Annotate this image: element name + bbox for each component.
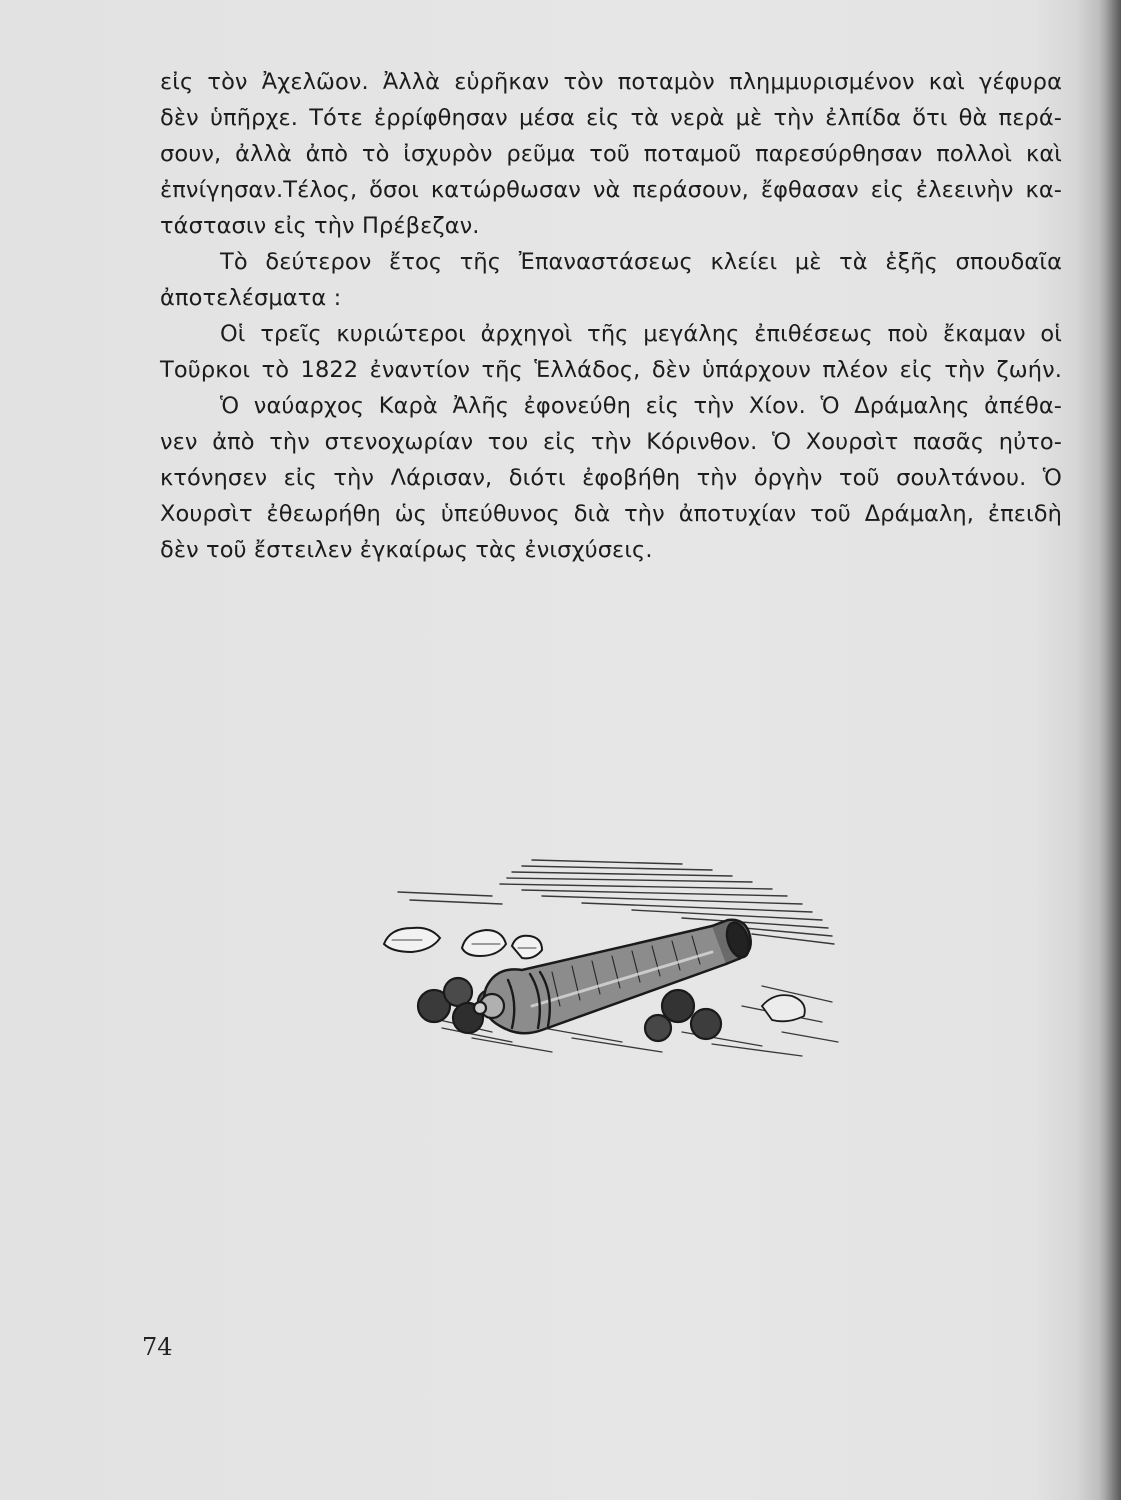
body-text [160, 64, 1062, 568]
text-line: Χουρσὶτ ἐθεωρήθη ὡς ὑπεύθυνος διὰ τὴν ἀποτυχίαν τοῦ Δράμαλη, ἐπειδὴ [160, 501, 1062, 527]
page-number: 74 [142, 1333, 173, 1361]
text-line: Τοῦρκοι τὸ 1822 ἐναντίον τῆς Ἑλλάδος, δὲν ὑπάρχουν πλέον εἰς τὴν ζωήν. [160, 357, 1062, 383]
text-line: δὲν τοῦ ἔστειλεν ἐγκαίρως τὰς ἐνισχύσεις. [160, 537, 653, 563]
text-line: ἀποτελέσματα : [160, 285, 342, 311]
text-line: ἐπνίγησαν.Τέλος, ὅσοι κατώρθωσαν νὰ περάσουν, ἔφθασαν εἰς ἐλεεινὴν κα- [160, 177, 1062, 203]
text-line: Ὁ ναύαρχος Καρὰ Ἀλῆς ἐφονεύθη εἰς τὴν Χίον. Ὁ Δράμαλης ἀπέθα- [220, 393, 1062, 419]
cannon-illustration [382, 856, 840, 1066]
binding-shadow [1099, 0, 1121, 1500]
paragraph-4 [160, 388, 1062, 568]
text-line: σουν, ἀλλὰ ἀπὸ τὸ ἰσχυρὸν ρεῦμα τοῦ ποταμοῦ παρεσύρθησαν πολλοὶ καὶ [160, 141, 1062, 167]
paragraph-3 [160, 316, 1062, 388]
text-line: κτόνησεν εἰς τὴν Λάρισαν, διότι ἐφοβήθη τὴν ὀργὴν τοῦ σουλτάνου. Ὁ [160, 465, 1062, 491]
text-line: εἰς τὸν Ἀχελῶον. Ἀλλὰ εὑρῆκαν τὸν ποταμὸν πλημμυρισμένον καὶ γέφυρα [160, 69, 1062, 95]
text-line: τάστασιν εἰς τὴν Πρέβεζαν. [160, 213, 480, 239]
text-line: δὲν ὑπῆρχε. Τότε ἐρρίφθησαν μέσα εἰς τὰ νερὰ μὲ τὴν ἐλπίδα ὅτι θὰ περά- [160, 105, 1062, 131]
paragraph-1 [160, 64, 1062, 244]
paragraph-2 [160, 244, 1062, 316]
text-line: Τὸ δεύτερον ἔτος τῆς Ἐπαναστάσεως κλείει μὲ τὰ ἑξῆς σπουδαῖα [220, 249, 1062, 275]
text-line: Οἱ τρεῖς κυριώτεροι ἀρχηγοὶ τῆς μεγάλης ἐπιθέσεως ποὺ ἔκαμαν οἱ [220, 321, 1062, 347]
text-line: νεν ἀπὸ τὴν στενοχωρίαν του εἰς τὴν Κόρινθον. Ὁ Χουρσὶτ πασᾶς ηὐτο- [160, 429, 1062, 455]
